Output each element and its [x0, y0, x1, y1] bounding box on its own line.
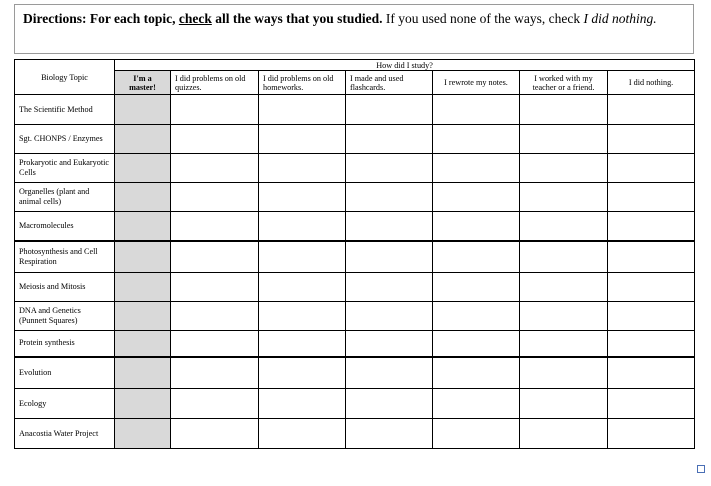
master-column-header: I'm a master! — [115, 71, 171, 95]
way-checkbox-cell[interactable] — [171, 302, 259, 331]
way-checkbox-cell[interactable] — [346, 357, 433, 389]
way-checkbox-cell[interactable] — [171, 357, 259, 389]
master-checkbox-cell[interactable] — [115, 183, 171, 212]
directions-tail: If you used none of the ways, check — [382, 11, 584, 26]
table-row — [15, 241, 695, 273]
master-checkbox-cell[interactable] — [115, 154, 171, 183]
table-row — [15, 273, 695, 302]
way-checkbox-cell[interactable] — [433, 125, 520, 154]
group-header: How did I study? — [115, 60, 695, 71]
table-row — [15, 419, 695, 449]
topic-cell: DNA and Genetics (Punnett Squares) — [15, 302, 115, 331]
table-row — [15, 154, 695, 183]
way-checkbox-cell[interactable] — [346, 302, 433, 331]
topic-cell: Protein synthesis — [15, 331, 115, 357]
way-checkbox-cell[interactable] — [346, 154, 433, 183]
master-checkbox-cell[interactable] — [115, 419, 171, 449]
way-checkbox-cell[interactable] — [433, 212, 520, 241]
way-column-header: I worked with my teacher or a friend. — [520, 71, 608, 95]
way-checkbox-cell[interactable] — [171, 154, 259, 183]
master-checkbox-cell[interactable] — [115, 95, 171, 125]
way-checkbox-cell[interactable] — [608, 331, 695, 357]
way-column-header: I rewrote my notes. — [433, 71, 520, 95]
way-checkbox-cell[interactable] — [259, 95, 346, 125]
way-checkbox-cell[interactable] — [171, 419, 259, 449]
way-checkbox-cell[interactable] — [608, 95, 695, 125]
master-checkbox-cell[interactable] — [115, 389, 171, 419]
table-row — [15, 357, 695, 389]
way-checkbox-cell[interactable] — [433, 154, 520, 183]
study-table — [14, 59, 695, 449]
way-checkbox-cell[interactable] — [259, 241, 346, 273]
way-checkbox-cell[interactable] — [346, 419, 433, 449]
way-checkbox-cell[interactable] — [433, 389, 520, 419]
table-row — [15, 331, 695, 357]
way-checkbox-cell[interactable] — [259, 389, 346, 419]
way-checkbox-cell[interactable] — [346, 241, 433, 273]
way-checkbox-cell[interactable] — [171, 212, 259, 241]
table-row — [15, 125, 695, 154]
directions-did-nothing: I did nothing. — [583, 11, 657, 26]
way-checkbox-cell[interactable] — [259, 273, 346, 302]
way-checkbox-cell[interactable] — [259, 419, 346, 449]
topic-cell: Ecology — [15, 389, 115, 419]
way-checkbox-cell[interactable] — [433, 273, 520, 302]
master-checkbox-cell[interactable] — [115, 302, 171, 331]
way-column-header: I made and used flashcards. — [346, 71, 433, 95]
way-checkbox-cell[interactable] — [171, 183, 259, 212]
way-checkbox-cell[interactable] — [346, 95, 433, 125]
directions-lead: Directions: For each topic, — [23, 11, 176, 26]
way-checkbox-cell[interactable] — [608, 273, 695, 302]
topic-column-header: Biology Topic — [15, 60, 115, 95]
way-checkbox-cell[interactable] — [259, 212, 346, 241]
way-checkbox-cell[interactable] — [520, 389, 608, 419]
way-checkbox-cell[interactable] — [259, 331, 346, 357]
way-checkbox-cell[interactable] — [433, 357, 520, 389]
way-checkbox-cell[interactable] — [171, 241, 259, 273]
way-checkbox-cell[interactable] — [433, 331, 520, 357]
way-checkbox-cell[interactable] — [608, 357, 695, 389]
way-checkbox-cell[interactable] — [433, 183, 520, 212]
way-checkbox-cell[interactable] — [433, 95, 520, 125]
way-checkbox-cell[interactable] — [520, 154, 608, 183]
master-checkbox-cell[interactable] — [115, 125, 171, 154]
master-checkbox-cell[interactable] — [115, 357, 171, 389]
master-checkbox-cell[interactable] — [115, 331, 171, 357]
master-checkbox-cell[interactable] — [115, 241, 171, 273]
way-checkbox-cell[interactable] — [259, 183, 346, 212]
way-checkbox-cell[interactable] — [520, 273, 608, 302]
way-checkbox-cell[interactable] — [346, 331, 433, 357]
way-checkbox-cell[interactable] — [433, 419, 520, 449]
way-checkbox-cell[interactable] — [608, 125, 695, 154]
way-checkbox-cell[interactable] — [520, 183, 608, 212]
directions-mid: all the ways that you studied. — [215, 11, 383, 26]
topic-cell: Photosynthesis and Cell Respiration — [15, 241, 115, 273]
way-checkbox-cell[interactable] — [520, 331, 608, 357]
way-checkbox-cell[interactable] — [259, 357, 346, 389]
way-column-header: I did problems on old quizzes. — [171, 71, 259, 95]
master-checkbox-cell[interactable] — [115, 273, 171, 302]
topic-cell: Evolution — [15, 357, 115, 389]
topic-cell: The Scientific Method — [15, 95, 115, 125]
master-checkbox-cell[interactable] — [115, 212, 171, 241]
way-checkbox-cell[interactable] — [520, 125, 608, 154]
way-checkbox-cell[interactable] — [259, 154, 346, 183]
way-checkbox-cell[interactable] — [259, 125, 346, 154]
way-checkbox-cell[interactable] — [346, 389, 433, 419]
way-checkbox-cell[interactable] — [433, 302, 520, 331]
topic-cell: Anacostia Water Project — [15, 419, 115, 449]
way-checkbox-cell[interactable] — [346, 183, 433, 212]
way-checkbox-cell[interactable] — [346, 125, 433, 154]
way-checkbox-cell[interactable] — [608, 183, 695, 212]
way-checkbox-cell[interactable] — [520, 241, 608, 273]
resize-handle[interactable] — [697, 465, 705, 473]
way-checkbox-cell[interactable] — [608, 241, 695, 273]
table-row — [15, 212, 695, 241]
way-checkbox-cell[interactable] — [171, 331, 259, 357]
way-checkbox-cell[interactable] — [171, 95, 259, 125]
way-checkbox-cell[interactable] — [608, 154, 695, 183]
directions-check-word: check — [178, 11, 212, 26]
way-checkbox-cell[interactable] — [608, 302, 695, 331]
way-checkbox-cell[interactable] — [171, 389, 259, 419]
way-checkbox-cell[interactable] — [520, 95, 608, 125]
directions-text — [23, 11, 657, 27]
way-checkbox-cell[interactable] — [259, 302, 346, 331]
topic-cell: Prokaryotic and Eukaryotic Cells — [15, 154, 115, 183]
table-row — [15, 389, 695, 419]
way-checkbox-cell[interactable] — [520, 419, 608, 449]
way-checkbox-cell[interactable] — [346, 273, 433, 302]
table-row — [15, 183, 695, 212]
way-checkbox-cell[interactable] — [520, 357, 608, 389]
way-checkbox-cell[interactable] — [608, 212, 695, 241]
topic-cell: Macromolecules — [15, 212, 115, 241]
way-checkbox-cell[interactable] — [520, 212, 608, 241]
way-checkbox-cell[interactable] — [346, 212, 433, 241]
table-row — [15, 302, 695, 331]
directions-box — [14, 4, 694, 54]
way-checkbox-cell[interactable] — [608, 419, 695, 449]
way-checkbox-cell[interactable] — [171, 125, 259, 154]
way-column-header: I did problems on old homeworks. — [259, 71, 346, 95]
topic-cell: Meiosis and Mitosis — [15, 273, 115, 302]
topic-cell: Sgt. CHONPS / Enzymes — [15, 125, 115, 154]
topic-cell: Organelles (plant and animal cells) — [15, 183, 115, 212]
way-checkbox-cell[interactable] — [433, 241, 520, 273]
way-column-header: I did nothing. — [608, 71, 695, 95]
way-checkbox-cell[interactable] — [520, 302, 608, 331]
table-row — [15, 95, 695, 125]
way-checkbox-cell[interactable] — [608, 389, 695, 419]
way-checkbox-cell[interactable] — [171, 273, 259, 302]
